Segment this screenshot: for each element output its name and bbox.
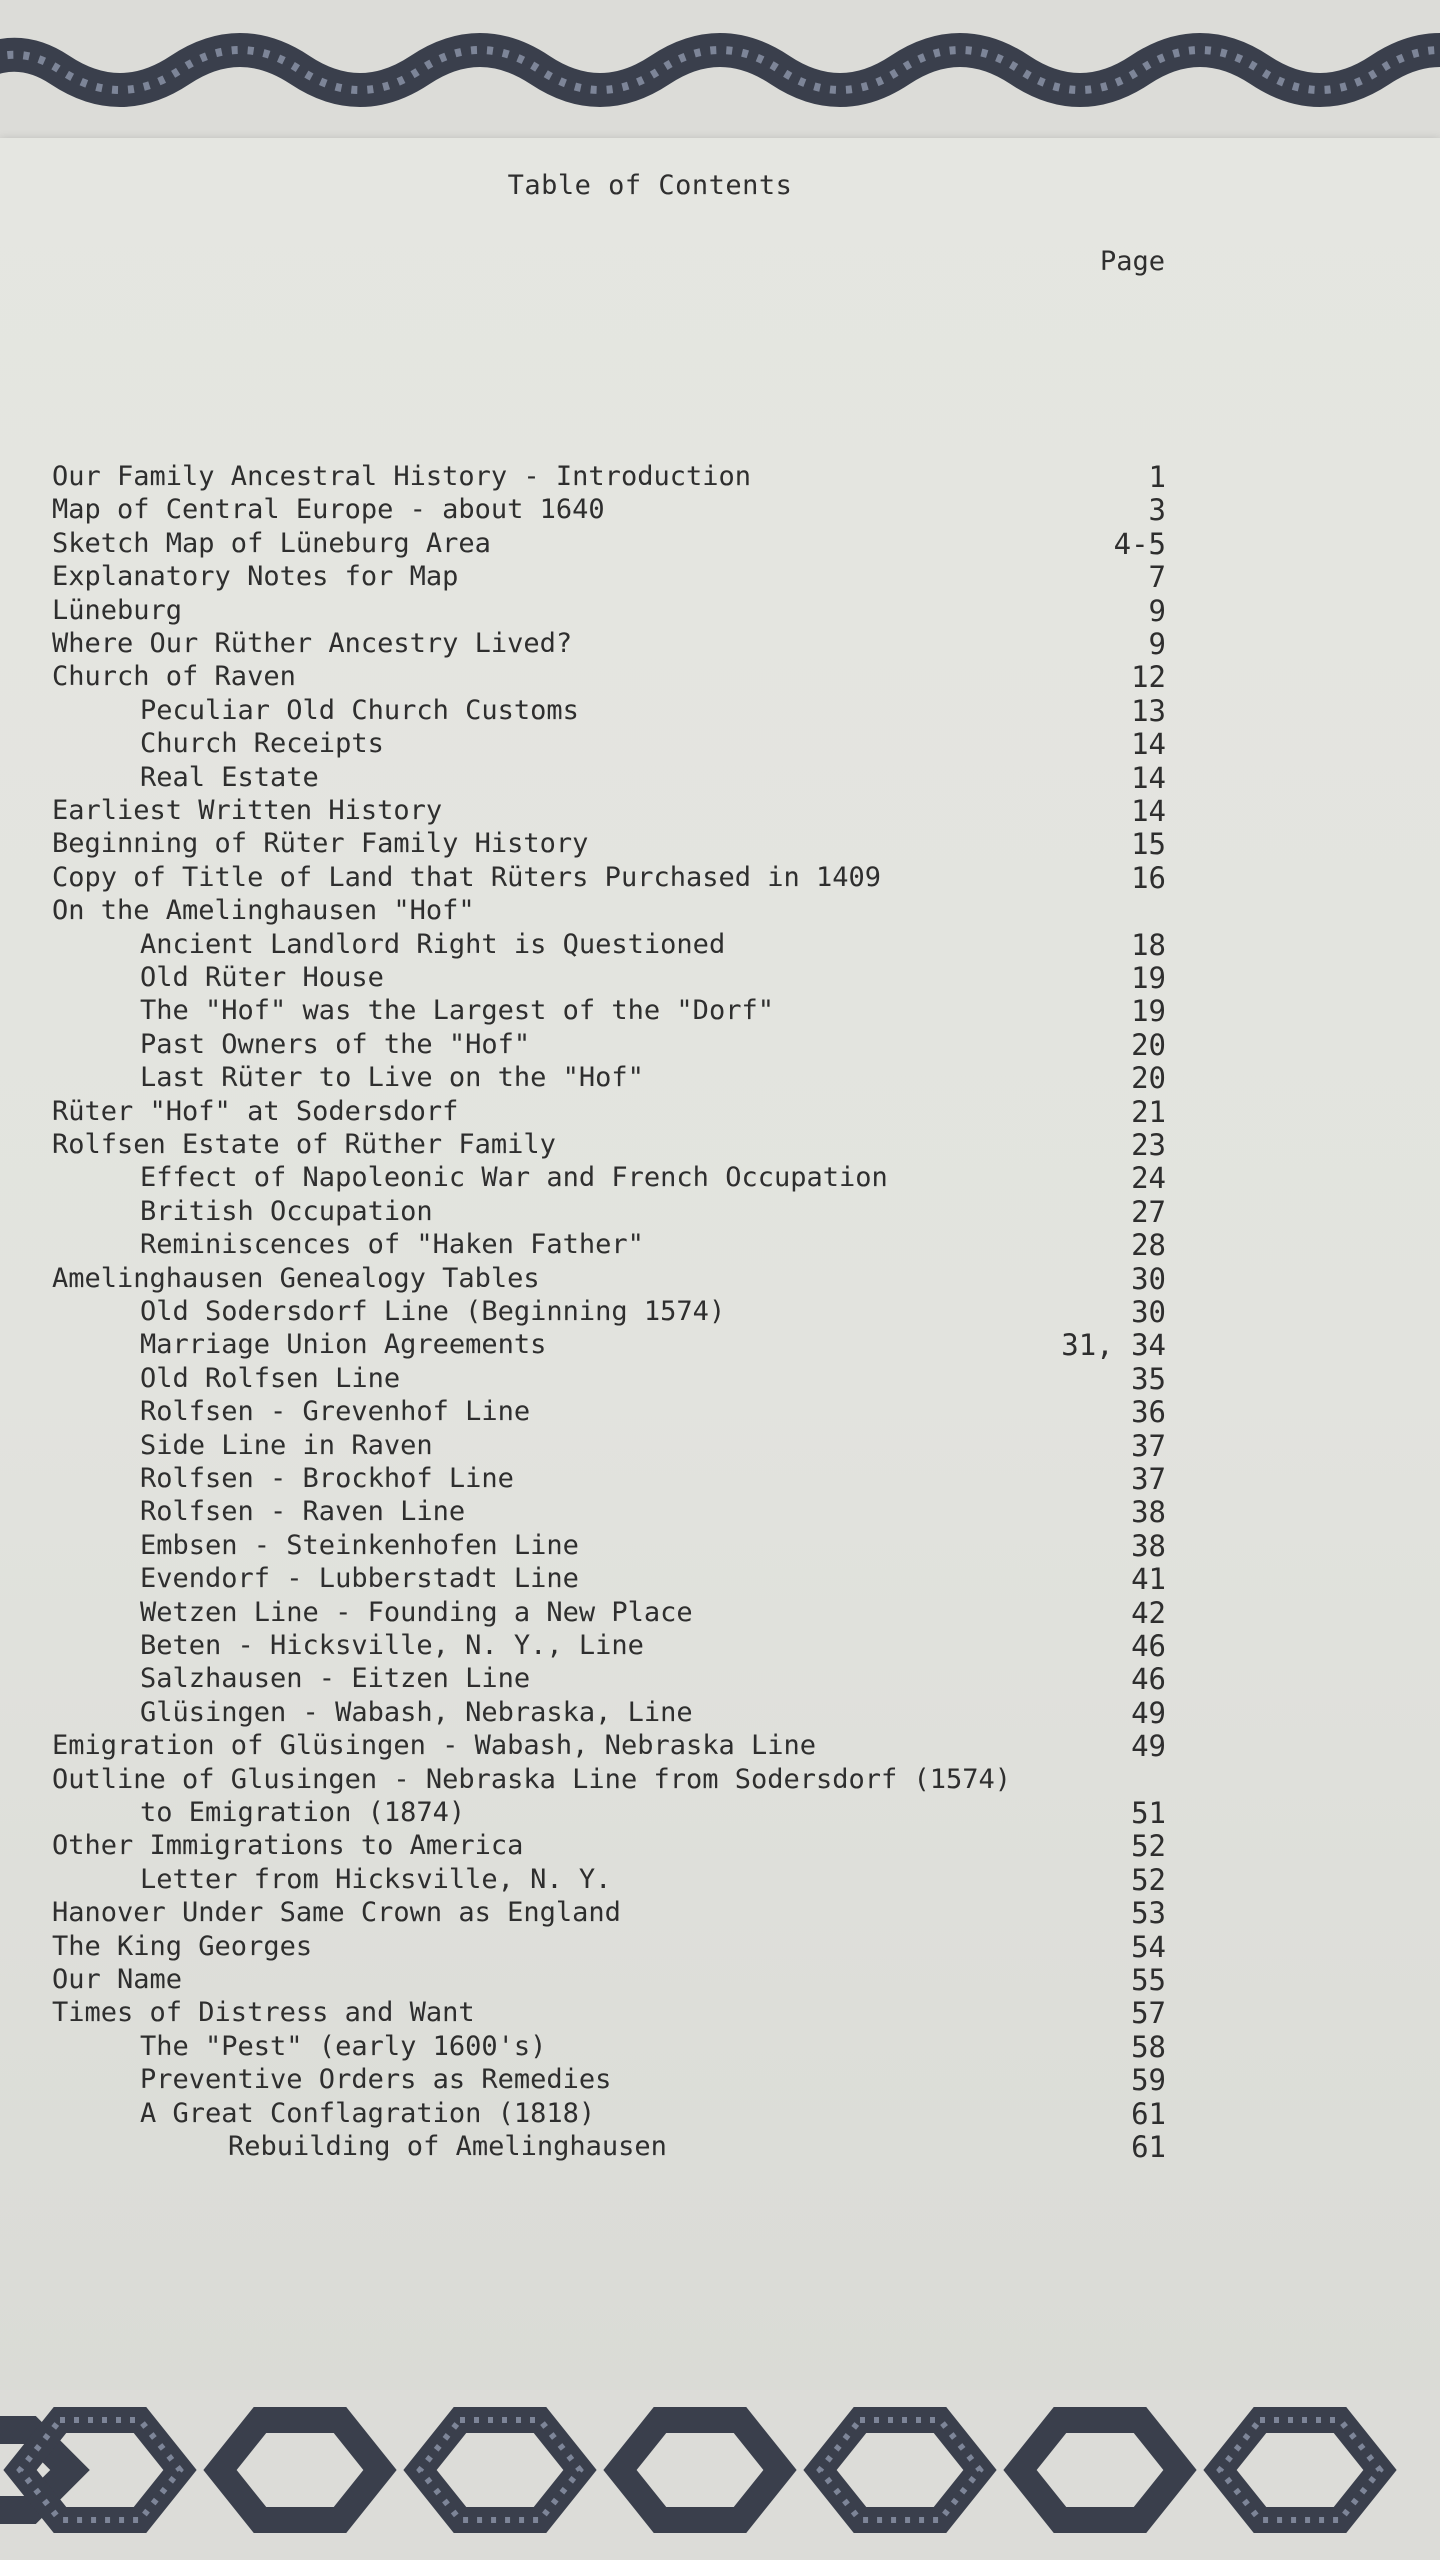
toc-entry-page: 19 [1131,961,1166,995]
toc-entry-title: Earliest Written History [52,795,443,826]
toc-entry-page: 35 [1131,1361,1166,1396]
toc-entry-page: 51 [1131,1796,1166,1830]
toc-entry-title: Beginning of Rüter Family History [52,828,589,860]
toc-entry-page: 28 [1131,1228,1166,1263]
toc-entry-page: 52 [1131,1829,1166,1864]
toc-entry-title: Where Our Rüther Ancestry Lived? [52,628,573,659]
toc-entry-title: Other Immigrations to America [52,1830,524,1862]
toc-entry-page: 38 [1131,1495,1166,1530]
toc-entry-title: Outline of Glusingen - Nebraska Line from Sodersdorf (1574) [52,1763,1012,1795]
toc-entry-title: Old Rolfsen Line [140,1362,401,1394]
toc-entry-title: Times of Distress and Want [52,1997,475,2029]
toc-entry-title: Preventive Orders as Remedies [140,2064,612,2096]
toc-entry-page: 49 [1131,1695,1166,1730]
toc-entry-title: The King Georges [52,1930,313,1962]
toc-entry-page: 52 [1131,1862,1166,1897]
toc-entry-title: Reminiscences of "Haken Father" [140,1229,644,1261]
toc-entry-page: 9 [1148,627,1166,661]
toc-entry-page: 14 [1131,760,1166,795]
toc-entry-title: Letter from Hicksville, N. Y. [140,1863,612,1895]
toc-entry-title: The "Pest" (early 1600's) [140,2030,547,2062]
toc-entry-title: to Emigration (1874) [140,1797,466,1828]
toc-entry-title: Rolfsen - Grevenhof Line [140,1396,531,1428]
toc-entry-page: 58 [1131,2029,1166,2064]
toc-entry-title: Beten - Hicksville, N. Y., Line [140,1630,644,1661]
toc-entry-title: Emigration of Glüsingen - Wabash, Nebraska Line [52,1730,817,1762]
toc-entry-title: Embsen - Steinkenhofen Line [140,1529,579,1561]
toc-entry-title: Glüsingen - Wabash, Nebraska, Line [140,1696,693,1728]
toc-entry-page: 20 [1131,1061,1166,1096]
toc-entry-title: Rolfsen Estate of Rüther Family [52,1129,556,1160]
page-title: Table of Contents [507,170,793,201]
toc-entry-title: Amelinghausen Genealogy Tables [52,1262,540,1294]
toc-entry-title: Wetzen Line - Founding a New Place [140,1596,693,1628]
toc-entry-page: 12 [1131,660,1166,695]
toc-entry-title: Rüter "Hof" at Sodersdorf [52,1095,459,1127]
toc-entry-page: 13 [1131,693,1166,728]
toc-entry-title: Last Rüter to Live on the "Hof" [140,1062,644,1094]
toc-entry-page: 37 [1131,1462,1166,1496]
toc-entry-page: 61 [1131,2130,1166,2164]
toc-entry-title: Church of Raven [52,661,296,693]
toc-entry-title: Side Line in Raven [140,1429,433,1461]
toc-entry-page: 4-5 [1113,526,1166,561]
toc-entry-page: 57 [1131,1996,1166,2031]
toc-entry-title: Church Receipts [140,728,384,760]
toc-entry-page: 27 [1131,1194,1166,1229]
toc-entry-title: Map of Central Europe - about 1640 [52,494,605,526]
toc-entry-page: 53 [1131,1896,1166,1931]
toc-entry-page: 46 [1131,1662,1166,1697]
toc-entry-page: 21 [1131,1094,1166,1129]
toc-entry-page: 14 [1131,727,1166,762]
toc-entry-page: 46 [1131,1629,1166,1663]
toc-entry-page: 1 [1148,460,1166,494]
toc-entry-title: Our Name [52,1964,183,1995]
toc-entry-page: 23 [1131,1128,1166,1162]
toc-entry-title: Past Owners of the "Hof" [140,1028,531,1060]
fabric-border-bottom [0,2390,1440,2560]
toc-entry-page: 14 [1131,794,1166,828]
toc-entry-title: Our Family Ancestral History - Introduction [52,461,751,492]
toc-entry-title: Lüneburg [52,594,183,626]
toc-entry-title: Rolfsen - Brockhof Line [140,1463,514,1494]
toc-entry-title: Hanover Under Same Crown as England [52,1897,621,1929]
toc-entry-page: 18 [1131,927,1166,962]
toc-entry-title: Peculiar Old Church Customs [140,694,579,726]
toc-entry-page: 38 [1131,1528,1166,1563]
toc-entry-title: Rebuilding of Amelinghausen [228,2131,667,2162]
toc-entry-title: Ancient Landlord Right is Questioned [140,928,726,960]
toc-entry-page: 41 [1131,1562,1166,1597]
toc-entry-page: 24 [1131,1161,1166,1196]
toc-entry-title: The "Hof" was the Largest of the "Dorf" [140,995,774,1027]
toc-entry-page: 30 [1131,1295,1166,1329]
toc-entry-page: 36 [1131,1395,1166,1430]
toc-entry-title: Explanatory Notes for Map [52,561,459,593]
toc-entry-title: Sketch Map of Lüneburg Area [52,527,491,559]
toc-entry-page: 7 [1148,560,1166,595]
toc-entry-title: Marriage Union Agreements [140,1329,547,1361]
toc-entry-page: 19 [1131,994,1166,1029]
toc-entry-title: Old Rüter House [140,962,384,993]
toc-entry-page: 54 [1131,1929,1166,1964]
toc-entry-page: 15 [1131,827,1166,862]
toc-entry-page: 55 [1131,1963,1166,1997]
toc-entry-title: A Great Conflagration (1818) [140,2097,596,2129]
toc-entry-page: 20 [1131,1027,1166,1062]
toc-entry-title: On the Amelinghausen "Hof" [52,895,475,927]
toc-entry-title: Old Sodersdorf Line (Beginning 1574) [140,1296,726,1327]
toc-entry-page: 9 [1148,593,1166,628]
toc-entry-page: 49 [1131,1729,1166,1764]
toc-entry-title: Real Estate [140,761,319,793]
page-column-header: Page [1100,246,1166,277]
toc-entry-page: 31, 34 [1061,1328,1166,1363]
toc-entry-title: Effect of Napoleonic War and French Occupation [140,1162,888,1194]
toc-entry-title: Rolfsen - Raven Line [140,1496,466,1528]
toc-entry-page: 59 [1131,2063,1166,2098]
toc-entry-page: 61 [1131,2096,1166,2131]
toc-entry-page: 30 [1131,1261,1166,1296]
toc-entry-title: Salzhausen - Eitzen Line [140,1663,531,1695]
toc-entry-title: British Occupation [140,1195,433,1227]
toc-entry-page: 16 [1131,860,1166,895]
toc-entry-page: 3 [1148,493,1166,528]
toc-entry-title: Evendorf - Lubberstadt Line [140,1563,579,1595]
toc-entry-page: 42 [1131,1595,1166,1630]
toc-entry-page: 37 [1131,1428,1166,1463]
toc-entry-title: Copy of Title of Land that Rüters Purchased in 1409 [52,861,882,893]
